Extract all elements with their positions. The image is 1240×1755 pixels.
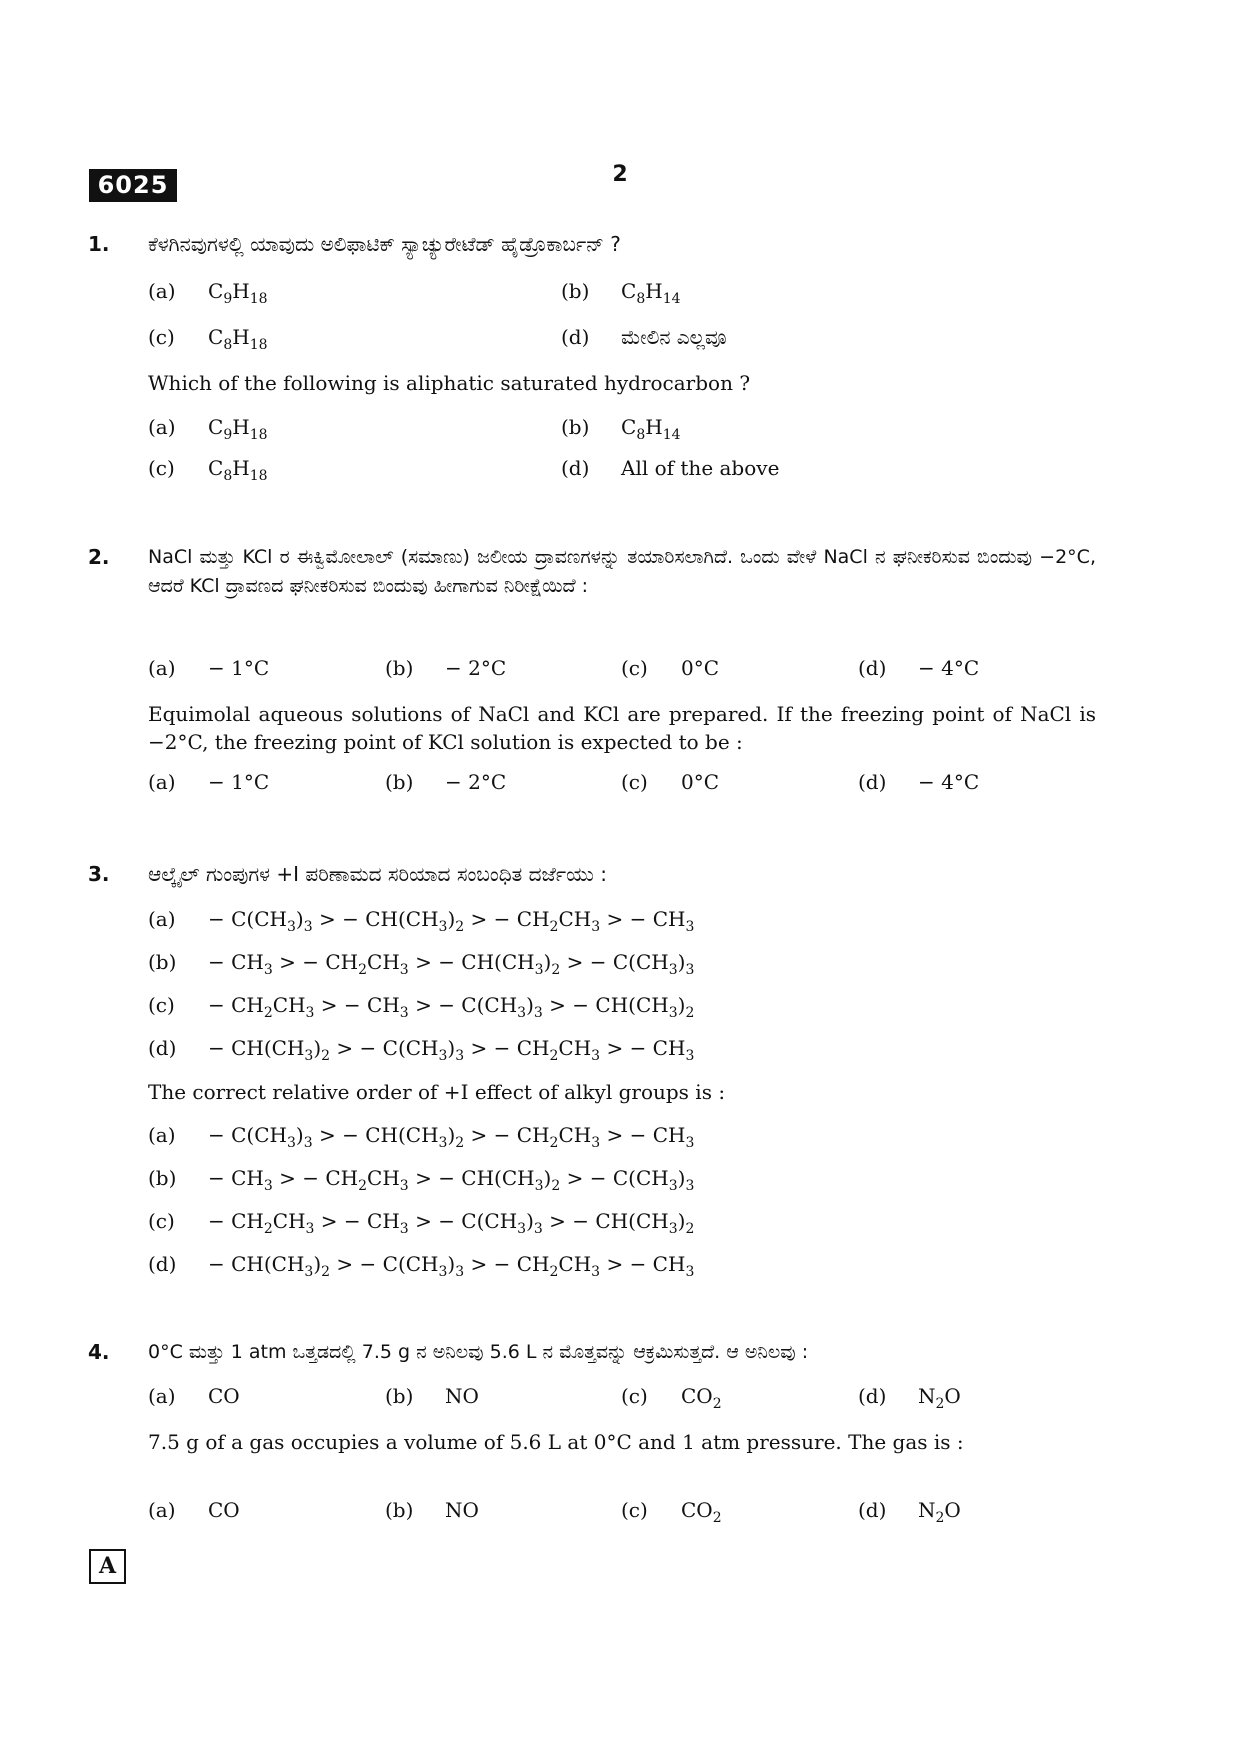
option-label: (b): [148, 1166, 177, 1190]
option-label: (a): [148, 770, 176, 794]
option-label: (d): [561, 325, 590, 349]
option-label: (b): [148, 950, 177, 974]
option-label: (d): [858, 1384, 887, 1408]
question-2-english-option-d: [858, 770, 979, 794]
question-1-kannada-option-b: [561, 279, 681, 307]
question-4-english-option-a: [148, 1498, 240, 1522]
option-text: − 4°C: [918, 770, 980, 794]
option-text: $N_2O$: [918, 1498, 961, 1526]
option-text: NO: [445, 1384, 479, 1408]
question-1-kannada-text: ಕೆಳಗಿನವುಗಳಲ್ಲಿ ಯಾವುದು ಅಲಿಫಾಟಿಕ್ ಸ್ಯಾಚ್ಯುರೇಟೆಡ್ ಹೈಡ್ರೊಕಾರ್ಬನ್ ?: [148, 232, 621, 256]
question-4-kannada-option-d: [858, 1384, 961, 1412]
option-label: (c): [621, 1384, 648, 1408]
question-3-english-option-c: [148, 1209, 695, 1237]
question-1-english-option-c: [148, 456, 268, 484]
option-text: − $C(CH_3)_3$ > − $CH(CH_3)_2$ > − $CH_2CH_3$ > − $CH_3$: [208, 907, 695, 935]
option-text: CO: [208, 1384, 240, 1408]
option-text: CO: [208, 1498, 240, 1522]
option-text: − $CH_3$ > − $CH_2CH_3$ > − $CH(CH_3)_2$ > − $C(CH_3)_3$: [208, 950, 695, 978]
question-1-kannada-option-a: [148, 279, 268, 307]
question-3-english-option-a: [148, 1123, 695, 1151]
question-4-english-option-d: [858, 1498, 961, 1526]
option-text: $C_9H_{18}$: [208, 279, 268, 307]
question-4-number: 4.: [88, 1340, 110, 1364]
option-label: (a): [148, 1123, 176, 1147]
option-label: (a): [148, 907, 176, 931]
question-4-kannada-option-b: [385, 1384, 479, 1408]
option-label: (c): [621, 1498, 648, 1522]
option-label: (b): [561, 279, 590, 303]
question-4-english-option-c: [621, 1498, 722, 1526]
option-label: (a): [148, 1384, 176, 1408]
question-2-kannada-option-b: [385, 656, 506, 680]
option-label: (a): [148, 656, 176, 680]
option-label: (d): [858, 1498, 887, 1522]
paper-code-badge: 6025: [89, 169, 177, 202]
option-text: $N_2O$: [918, 1384, 961, 1412]
option-text: − $C(CH_3)_3$ > − $CH(CH_3)_2$ > − $CH_2CH_3$ > − $CH_3$: [208, 1123, 695, 1151]
question-1-number: 1.: [88, 232, 110, 256]
question-3-kannada-text: ಆಲ್ಕೈಲ್ ಗುಂಪುಗಳ +I ಪರಿಣಾಮದ ಸರಿಯಾದ ಸಂಬಂಧಿತ ದರ್ಜೆಯು :: [148, 862, 607, 886]
option-label: (c): [621, 656, 648, 680]
option-label: (b): [385, 656, 414, 680]
option-text: All of the above: [621, 456, 780, 480]
option-text: $CO_2$: [681, 1498, 722, 1526]
question-2-english-option-a: [148, 770, 269, 794]
option-text: − 1°C: [208, 656, 270, 680]
question-2-english-option-c: [621, 770, 719, 794]
question-1-english-option-b: [561, 415, 681, 443]
option-label: (b): [385, 770, 414, 794]
option-text: 0°C: [681, 770, 720, 794]
question-3-english-option-b: [148, 1166, 695, 1194]
question-1-english-option-a: [148, 415, 268, 443]
option-label: (b): [561, 415, 590, 439]
option-label: (c): [621, 770, 648, 794]
option-text: NO: [445, 1498, 479, 1522]
question-2-kannada-option-a: [148, 656, 269, 680]
set-label-badge: A: [89, 1549, 126, 1584]
question-2-kannada-option-d: [858, 656, 979, 680]
question-2-english-option-b: [385, 770, 506, 794]
question-4-kannada-text: 0°C ಮತ್ತು 1 atm ಒತ್ತಡದಲ್ಲಿ 7.5 g ನ ಅನಿಲವು 5.6 L ನ ಮೊತ್ತವನ್ನು ಆಕ್ರಮಿಸುತ್ತದೆ. ಆ ಅನಿಲವು :: [148, 1341, 809, 1363]
question-2-kannada-option-c: [621, 656, 719, 680]
question-1-kannada-option-c: [148, 325, 268, 353]
option-text: $C_8H_{14}$: [621, 279, 681, 307]
question-4-kannada-option-c: [621, 1384, 722, 1412]
option-label: (b): [385, 1498, 414, 1522]
option-text: − 2°C: [445, 656, 507, 680]
option-label: (c): [148, 325, 175, 349]
page-number: 2: [612, 162, 628, 187]
question-2-number: 2.: [88, 545, 110, 569]
option-text: $C_8H_{18}$: [208, 456, 268, 484]
question-2-kannada-text: NaCl ಮತ್ತು KCl ರ ಈಕ್ವಿಮೋಲಾಲ್ (ಸಮಾಣು) ಜಲೀಯ ದ್ರಾವಣಗಳನ್ನು ತಯಾರಿಸಲಾಗಿದೆ. ಒಂದು ವೇಳೆ NaCl ನ ಘನೀಕರಿಸುವ ಬಿಂದುವು −2°C, ಆದರೆ KCl ದ್ರಾವಣದ ಘನೀಕರಿಸುವ ಬಿಂದುವು ಹೀಗಾಗುವ ನಿರೀಕ್ಷೆಯಿದೆ :: [148, 546, 1096, 597]
option-text: $C_8H_{14}$: [621, 415, 681, 443]
option-text: − 1°C: [208, 770, 270, 794]
option-text: $C_9H_{18}$: [208, 415, 268, 443]
option-label: (d): [858, 770, 887, 794]
option-label: (d): [858, 656, 887, 680]
option-text: − $CH(CH_3)_2$ > − $C(CH_3)_3$ > − $CH_2CH_3$ > − $CH_3$: [208, 1036, 695, 1064]
option-label: (d): [561, 456, 590, 480]
option-label: (c): [148, 456, 175, 480]
question-3-kannada-option-a: [148, 907, 695, 935]
option-label: (a): [148, 1498, 176, 1522]
question-3-number: 3.: [88, 862, 110, 886]
question-3-kannada-option-d: [148, 1036, 695, 1064]
question-2-english-text: Equimolal aqueous solutions of NaCl and KCl are prepared. If the freezing point of NaCl is −2°C, the freezing point of KCl solution is expected to be :: [148, 702, 1096, 754]
option-label: (a): [148, 415, 176, 439]
question-1-kannada-option-d: [561, 325, 727, 349]
option-text: 0°C: [681, 656, 720, 680]
question-1-english-option-d: [561, 456, 779, 480]
question-1-english-text: Which of the following is aliphatic saturated hydrocarbon ?: [148, 371, 751, 395]
option-text: − 4°C: [918, 656, 980, 680]
question-3-kannada-option-b: [148, 950, 695, 978]
option-label: (a): [148, 279, 176, 303]
question-4-english-option-b: [385, 1498, 479, 1522]
option-text: $CO_2$: [681, 1384, 722, 1412]
question-3-english-text: The correct relative order of +I effect of alkyl groups is :: [148, 1080, 726, 1104]
option-text: − $CH_2CH_3$ > − $CH_3$ > − $C(CH_3)_3$ > − $CH(CH_3)_2$: [208, 993, 695, 1021]
question-4-english-text: 7.5 g of a gas occupies a volume of 5.6 L at 0°C and 1 atm pressure. The gas is :: [148, 1430, 964, 1454]
question-3-kannada-option-c: [148, 993, 695, 1021]
question-3-english-option-d: [148, 1252, 695, 1280]
option-text: $C_8H_{18}$: [208, 325, 268, 353]
option-label: (c): [148, 993, 175, 1017]
option-text: − $CH_3$ > − $CH_2CH_3$ > − $CH(CH_3)_2$ > − $C(CH_3)_3$: [208, 1166, 695, 1194]
question-4-kannada-option-a: [148, 1384, 240, 1408]
option-label: (d): [148, 1036, 177, 1060]
option-label: (c): [148, 1209, 175, 1233]
option-text: − $CH_2CH_3$ > − $CH_3$ > − $C(CH_3)_3$ > − $CH(CH_3)_2$: [208, 1209, 695, 1237]
option-label: (b): [385, 1384, 414, 1408]
option-text: − 2°C: [445, 770, 507, 794]
option-label: (d): [148, 1252, 177, 1276]
option-text: − $CH(CH_3)_2$ > − $C(CH_3)_3$ > − $CH_2CH_3$ > − $CH_3$: [208, 1252, 695, 1280]
option-text: ಮೇಲಿನ ಎಲ್ಲವೂ: [621, 325, 727, 349]
